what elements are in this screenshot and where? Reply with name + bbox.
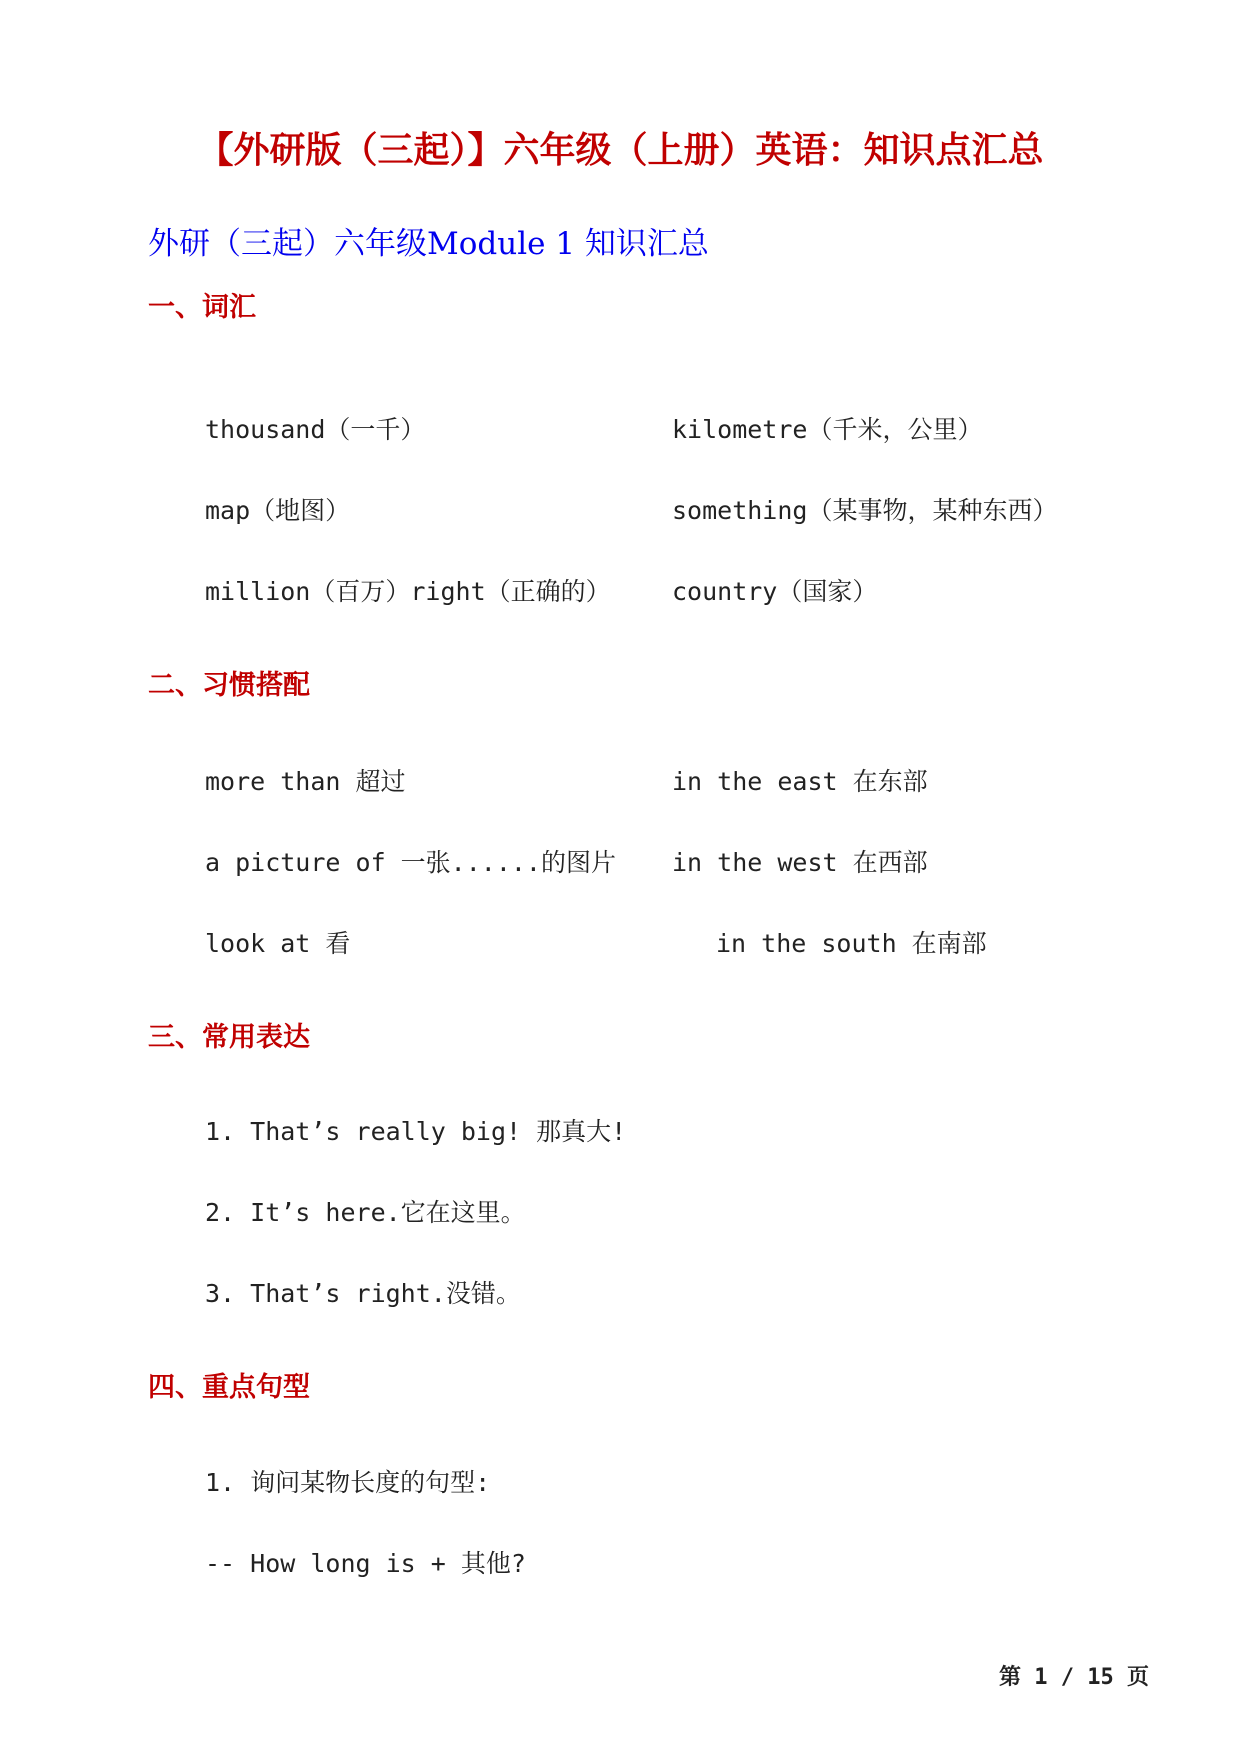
expression-item: 3. That’s right.没错。 bbox=[205, 1279, 521, 1308]
phrase-item: in the east 在东部 bbox=[672, 767, 928, 796]
expression-item: 1. That’s really big! 那真大! bbox=[205, 1117, 627, 1146]
page-number: 第 1 / 15 页 bbox=[999, 1665, 1149, 1690]
expression-item: 2. It’s here.它在这里。 bbox=[205, 1198, 526, 1227]
section-heading-expressions: 三、常用表达 bbox=[148, 1022, 310, 1053]
sentence-item: -- How long is + 其他? bbox=[205, 1549, 526, 1578]
vocab-item: kilometre（千米，公里） bbox=[672, 415, 983, 444]
phrase-item: look at 看 bbox=[205, 929, 351, 958]
section-heading-sentences: 四、重点句型 bbox=[148, 1372, 310, 1403]
vocab-item: something（某事物，某种东西） bbox=[672, 496, 1058, 525]
vocab-item: thousand（一千） bbox=[205, 415, 426, 444]
section-heading-vocab: 一、词汇 bbox=[148, 292, 256, 323]
vocab-item: map（地图） bbox=[205, 496, 351, 525]
phrase-item: in the west 在西部 bbox=[672, 848, 928, 877]
document-title: 【外研版（三起）】六年级（上册）英语：知识点汇总 bbox=[197, 129, 1044, 171]
module-title: 外研（三起）六年级Module 1 知识汇总 bbox=[148, 226, 709, 262]
vocab-item: country（国家） bbox=[672, 577, 878, 606]
sentence-item: 1. 询问某物长度的句型: bbox=[205, 1468, 491, 1497]
phrase-item: in the south 在南部 bbox=[716, 929, 987, 958]
phrase-item: more than 超过 bbox=[205, 767, 406, 796]
vocab-item: million（百万）right（正确的） bbox=[205, 577, 611, 606]
section-heading-phrases: 二、习惯搭配 bbox=[148, 670, 310, 701]
phrase-item: a picture of 一张......的图片 bbox=[205, 848, 616, 877]
